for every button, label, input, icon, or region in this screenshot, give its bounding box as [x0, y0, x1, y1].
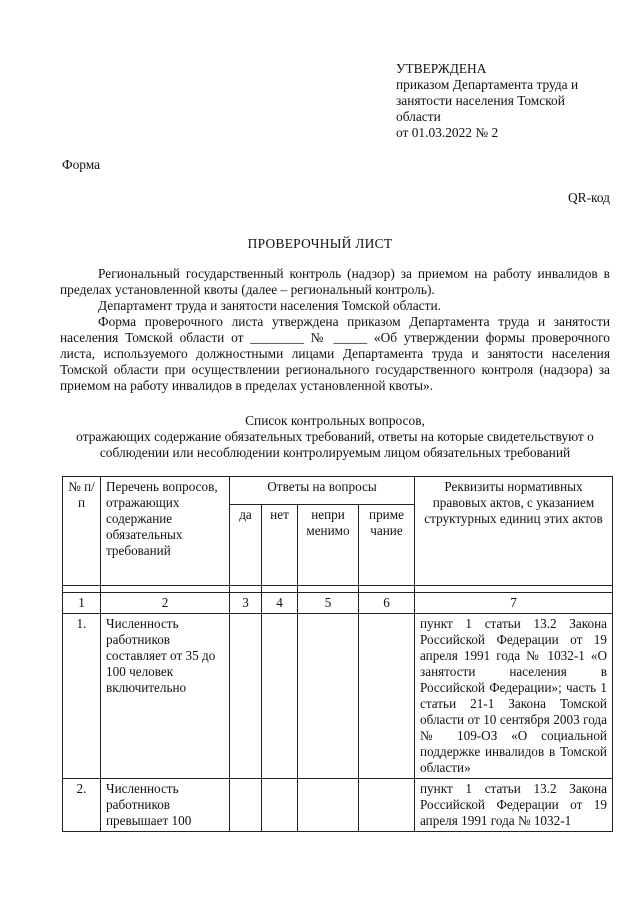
column-number: 3: [230, 593, 262, 614]
row-number: 2.: [63, 779, 101, 832]
list-heading-line: соблюдении или несоблюдении контролируемым лицом обязательных требований: [99, 445, 571, 460]
document-title: ПРОВЕРОЧНЫЙ ЛИСТ: [247, 236, 393, 251]
table-row: [63, 614, 613, 779]
answer-yes-cell[interactable]: [230, 614, 262, 779]
qr-code-label: QR-код: [567, 190, 610, 205]
header-note: приме чание: [359, 505, 415, 586]
intro-paragraph: Региональный государственный контроль (надзор) за приемом на работу инвалидов в пределах установленной квоты (далее – региональный контроль).: [60, 266, 610, 297]
column-number: 1: [63, 593, 101, 614]
answer-note-cell[interactable]: [359, 614, 415, 779]
column-number: 7: [415, 593, 613, 614]
list-heading: [50, 413, 620, 461]
header-no: нет: [262, 505, 298, 586]
header-not-applicable: непри менимо: [298, 505, 359, 586]
answer-no-cell[interactable]: [262, 779, 298, 832]
row-requisites: пункт 1 статьи 13.2 Закона Российской Федерации от 19 апреля 1991 года № 1032-1: [415, 779, 613, 832]
list-heading-line: отражающих содержание обязательных требований, ответы на которые свидетельствуют о: [76, 429, 594, 444]
column-number: 5: [298, 593, 359, 614]
answer-yes-cell[interactable]: [230, 779, 262, 832]
row-question: Численность работников превышает 100: [101, 779, 230, 832]
approval-block: [396, 61, 626, 141]
header-yes: да: [230, 505, 262, 586]
approval-date: от 01.03.2022 № 2: [396, 125, 499, 140]
answer-na-cell[interactable]: [298, 614, 359, 779]
approval-heading: УТВЕРЖДЕНА: [396, 61, 487, 76]
column-number: 6: [359, 593, 415, 614]
table-header-row: [63, 477, 613, 505]
intro-paragraph: Департамент труда и занятости населения Томской области.: [98, 298, 441, 313]
approval-line: занятости населения Томской: [396, 93, 565, 108]
answer-na-cell[interactable]: [298, 779, 359, 832]
header-requisites: Реквизиты нормативных правовых актов, с указанием структурных единиц этих актов: [415, 477, 613, 586]
intro-text: [60, 266, 610, 394]
row-question: Численность работников составляет от 35 до 100 человек включительно: [101, 614, 230, 779]
table-row: [63, 779, 613, 832]
answer-note-cell[interactable]: [359, 779, 415, 832]
list-heading-line: Список контрольных вопросов,: [245, 413, 425, 428]
form-label: Форма: [62, 157, 101, 172]
column-number: 2: [101, 593, 230, 614]
header-questions: Перечень вопросов, отражающих содержание обязательных требований: [101, 477, 230, 586]
table-spacer-row: [63, 586, 613, 593]
header-answers: Ответы на вопросы: [230, 477, 415, 505]
row-requisites: пункт 1 статьи 13.2 Закона Российской Федерации от 19 апреля 1991 года № 1032-1 «О занятости населения в Российской Федерации»; часть 1 статьи 21-1 Закона Томской области от 10 сентября 2003 года № 109-ОЗ «О социальной поддержке инвалидов в Томской области»: [415, 614, 613, 779]
intro-paragraph: Форма проверочного листа утверждена приказом Департамента труда и занятости населения Томской области от ________ № _____ «Об утверждении формы проверочного листа, используемого должностными лицами Департамента труда и занятости населения Томской области при осуществлении регионального государственного контроля (надзора) за приемом на работу инвалидов в пределах установленной квоты».: [60, 314, 610, 393]
approval-line: приказом Департамента труда и: [396, 77, 579, 92]
checklist-table: [62, 476, 613, 832]
approval-line: области: [396, 109, 441, 124]
row-number: 1.: [63, 614, 101, 779]
answer-no-cell[interactable]: [262, 614, 298, 779]
column-number-row: [63, 593, 613, 614]
column-number: 4: [262, 593, 298, 614]
header-num: № п/п: [63, 477, 101, 586]
